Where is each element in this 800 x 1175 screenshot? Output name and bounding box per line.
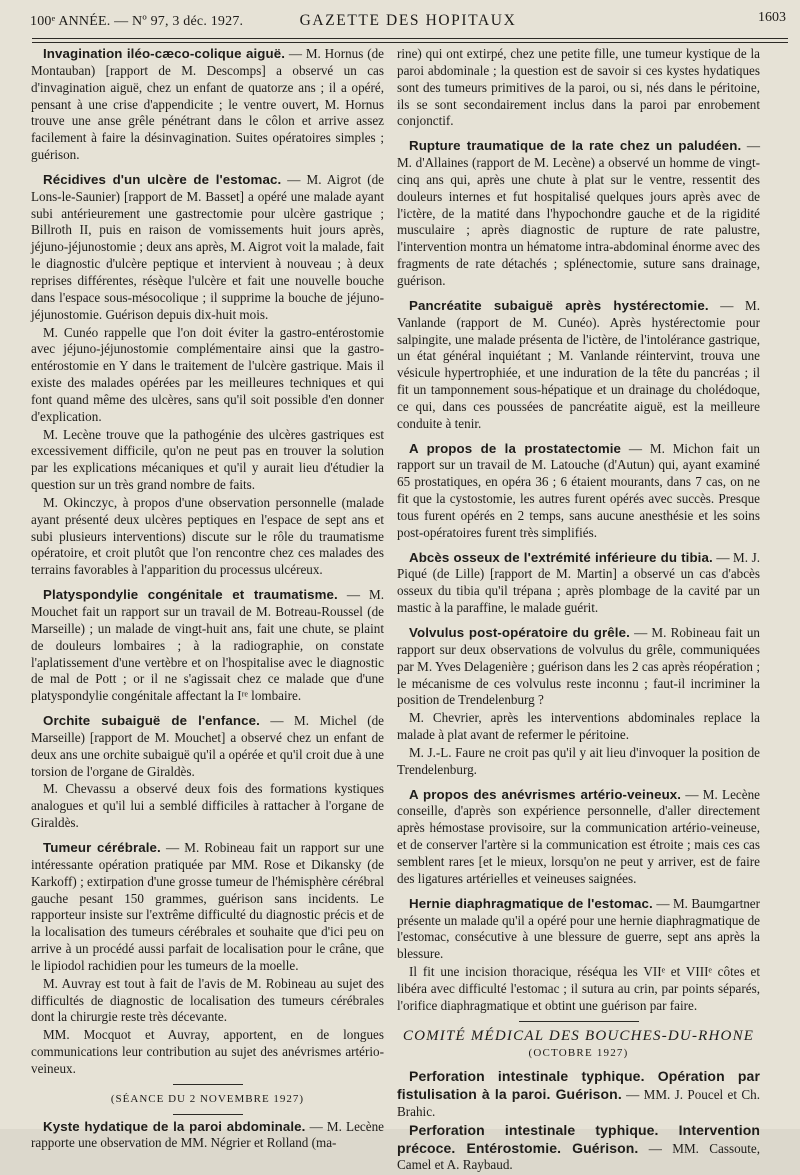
issue-info: 100ᵉ ANNÉE. — Nº 97, 3 déc. 1927.: [30, 14, 244, 29]
article-kyste: [31, 1119, 384, 1153]
article-body: — M. Michon fait un rapport sur un travail de M. Latouche (d'Autun) qui, ayant examiné 65 prostatiques, en opéra 36 ; 6 étaient mourants, dans 7 cas, on ne fit que la cystostomie, les autres furent opérés avec succès. Presque tous furent opérés en 2 temps, sans aucune anesthésie et les soins post-opératoires furent très simplifiés.: [397, 440, 760, 540]
article-title: Perforation intestinale typhique. Opération par fistulisation à la paroi. Guérison.: [397, 1068, 760, 1103]
article-body: — M. Robineau fait un rapport sur deux observations de volvulus du grêle, communiquées par M. Yves Delagenière ; guérison dans les 2 cas après réopération ; le mécanisme de ces volvulus reste inconnu ; faut-il incriminer la position de Trendelenburg ?: [397, 625, 760, 708]
paragraph-cuneo: M. Cunéo rappelle que l'on doit éviter la gastro-entérostomie avec jéjuno-jéjunostomie complémentaire ainsi que la gastro-entérostomie en Y dans le traitement de l'ulcère gastrique. Mais il existe des malades opérées par les meilleures techniques et qui font quand même des ulcères, sans qu'il soit possible d'en donner d'explication.: [31, 324, 384, 424]
article-title: Hernie diaphragmatique de l'estomac.: [409, 895, 653, 911]
article-abces: [397, 550, 760, 617]
section-rule: [173, 1114, 243, 1115]
page-header: [30, 8, 786, 34]
paragraph-okinczyc: M. Okinczyc, à propos d'une observation personnelle (malade ayant présenté deux ulcères peptiques en l'espace de sept ans et subi plusieurs interventions) discute sur le rôle du traumatisme opératoire, et croit plutôt que l'on rencontre chez ces malades des terrains favorables à l'apparition du processus ulcéreux.: [31, 494, 384, 578]
article-title: Invagination iléo-cæco-colique aiguë.: [43, 46, 285, 61]
header-rule-thin: [32, 42, 788, 43]
section-rule: [173, 1084, 243, 1085]
article-body: — M. Mouchet fait un rapport sur un travail de M. Botreau-Roussel (de Marseille) ; un malade de vingt-huit ans, fait une chute, se plaint de douleurs lombaires ; à la radiographie, on constate l'aplatissement d'une vertèbre et on l'hospitalise avec le diagnostic de mal de Pott ; or il ne s'agissait chez ce malade que d'une platyspondylie congénitale affectant la Iʳᵉ lombaire.: [31, 587, 384, 704]
article-orchite: [31, 713, 384, 780]
article-volvulus: [397, 625, 760, 709]
article-title: Perforation intestinale typhique. Intervention précoce. Entérostomie. Guérison.: [397, 1121, 760, 1156]
paragraph-lecene: M. Lecène trouve que la pathogénie des ulcères gastriques est excessivement difficile, qu'on ne peut pas en trouver la solution par les explications mécaniques et qu'il y aurait lieu d'étudier la question sur un très grand nombre de faits.: [31, 426, 384, 493]
header-rule: [32, 38, 788, 39]
article-platyspondylie: [31, 587, 384, 705]
page-number: 1603: [758, 10, 786, 25]
article-body: — M. d'Allaines (rapport de M. Lecène) a observé un homme de vingt-cinq ans qui, après une chute à plat sur le ventre, ressentit des douleurs internes et fut hospitalisé quelques jours après avec de l'ictère, de la matité dans l'hypochondre gauche et de la rigidité musculaire ; après diagnostic de rupture de rate palustre, l'intervention montra un hématome intra-abdominal énorme avec des fragments de rate détachés ; splénectomie, suture sans drainage, guérison.: [397, 138, 760, 288]
paragraph-mocquot: MM. Mocquot et Auvray, apportent, en de longues communications leur contribution au sujet des anévrismes artério-veineux.: [31, 1027, 384, 1076]
article-perforation-2: [397, 1122, 760, 1175]
article-body: — M. Baumgartner présente un malade qu'il a opéré pour une hernie diaphragmatique de l'estomac, consécutive à une blessure de guerre, sept ans après la blessure.: [397, 895, 760, 962]
article-tumeur: [31, 840, 384, 975]
article-body: — M. Aigrot (de Lons-le-Saunier) [rapport de M. Basset] a opéré une malade ayant subi antérieurement une gastrectomie pour ulcère gastrique ; Billroth II, puis en raison de vomissements huit jours après, jéjuno-jéjunostomie ; deux ans après, M. Aigrot voit la malade, fait le diagnostic d'ulcère peptique et intervient à nouveau ; à deux reprises différentes, résèque l'ulcère et fait une nouvelle bouche dans l'espace sous-mésocolique ; il supprime la bouche de jéjuno-jéjunostomie. Guérison depuis dix-huit mois.: [31, 171, 384, 322]
article-title: Abcès osseux de l'extrémité inférieure du tibia.: [409, 549, 713, 565]
article-invagination: [31, 46, 384, 164]
article-perforation-1: [397, 1068, 760, 1121]
paragraph-incision: Il fit une incision thoracique, réséqua les VIIᵉ et VIIIᵉ côtes et libéra avec difficulté l'estomac ; il sutura au crin, par points séparés, l'orifice diaphragmatique et obtint une guérison par faire.: [397, 964, 760, 1013]
section-heading-comite: COMITÉ MÉDICAL DES BOUCHES-DU-RHONE: [402, 1027, 755, 1044]
article-pancreatite: [397, 298, 760, 433]
article-title: Rupture traumatique de la rate chez un paludéen.: [409, 138, 742, 154]
article-body: — M. Michel (de Marseille) [rapport de M. Mouchet] a observé chez un enfant de deux ans une orchite subaiguë qu'il a opérée et qu'il croit due à une torsion de l'organe de Giraldès.: [31, 713, 384, 779]
article-title: Pancréatite subaiguë après hystérectomie.: [409, 297, 709, 313]
article-title: A propos des anévrismes artério-veineux.: [409, 786, 682, 802]
article-rupture: [397, 138, 760, 290]
article-title: Volvulus post-opératoire du grêle.: [409, 625, 630, 640]
article-body: — M. Lecène rapporte une observation de MM. Négrier et Rolland (ma-: [31, 1118, 384, 1151]
article-title: Orchite subaiguë de l'enfance.: [43, 713, 260, 729]
article-body: — MM. Cassoute, Camel et A. Raybaud.: [397, 1140, 760, 1173]
article-recidives: [31, 172, 384, 324]
article-title: Récidives d'un ulcère de l'estomac.: [43, 171, 282, 187]
paragraph-kyste-continued: rine) qui ont extirpé, chez une petite fille, une tumeur kystique de la paroi abdominale ; la question est de savoir si ces kystes hydatiques sont des tumeurs primitives de la paroi, ou si, nés dans le péritoine, ils se sont secondairement inclus dans la paroi par enrobement conjonctif.: [397, 46, 760, 129]
paragraph-auvray: M. Auvray est tout à fait de l'avis de M. Robineau au sujet des difficultés de diagnostic de localisation des tumeurs cérébrales dont la chirurgie reste très décevante.: [31, 975, 384, 1025]
section-rule: [519, 1021, 639, 1022]
publication-title: GAZETTE DES HOPITAUX: [299, 12, 517, 29]
article-title: A propos de la prostatectomie: [409, 440, 622, 456]
article-title: Kyste hydatique de la paroi abdominale.: [43, 1118, 306, 1134]
column-right: [397, 46, 760, 1175]
paragraph-chevrier: M. Chevrier, après les interventions abdominales replace la malade à plat avant de refermer le péritoine.: [397, 710, 760, 743]
article-anevrismes: [397, 787, 760, 888]
article-body: — M. Vanlande (rapport de M. Cunéo). Après hystérectomie pour salpingite, une malade présenta de l'ictère, de l'intolérance gastrique, un état général inquiétant ; M. Vanlande réintervint, trouva une vésicule hypertrophiée, et une induration de la tête du pancréas ; il fit un tamponnement sous-hépatique et un drainage du cholédoque, ce qui, dans ces poussées de pancréatite aiguë, est la meilleure conduite à tenir.: [397, 297, 760, 431]
article-title: Tumeur cérébrale.: [43, 839, 161, 855]
article-body: — M. Lecène conseille, d'après son expérience personnelle, d'aller directement après hémostase provisoire, sur la communication artério-veineuse, et de conserver l'artère si la communication est étroite ; mais ces cas semblent rares [et le mieux, lorsqu'on ne peut y arriver, est de faire des ligatures artérielles et veineuses saignées.: [397, 786, 760, 886]
paragraph-chevassu: M. Chevassu a observé deux fois des formations kystiques analogues et qu'il lui a semblé difficiles à rattacher à l'organe de Giraldès.: [31, 781, 384, 831]
column-left: [31, 46, 384, 1153]
seance-heading: (SÉANCE DU 2 NOVEMBRE 1927): [110, 1092, 305, 1105]
article-body: — M. Robineau fait un rapport sur une intéressante opération pratiquée par MM. Rose et Dikansky (de Karkoff) ; extirpation d'une grosse tumeur de l'hémisphère cérébral gauche pesant 150 grammes, guérison sans incidents. Le rapporteur insiste sur l'extrême difficulté du diagnostic précis et de la localisation des tumeurs cérébrales et souhaite que d'ici peu on arrive à un procédé aussi parfait de localisation pour le crâne, que le lipiodol rachidien pour les tumeurs de la moelle.: [31, 839, 384, 973]
article-body: — M. Hornus (de Montauban) [rapport de M. Descomps] a observé un cas d'invagination aiguë, chez un enfant de quatorze ans ; il a opéré, pensant à une crise d'appendicite ; le ventre ouvert, M. Hornus trouve une anse grêle pénétrant dans le côlon et arrive assez facilement à faire la désinvagination. Suites opératoires simples ; guérison.: [31, 46, 384, 163]
paragraph-faure: M. J.-L. Faure ne croit pas qu'il y ait lieu d'invoquer la position de Trendelenburg.: [397, 744, 760, 777]
article-prostatectomie: [397, 441, 760, 542]
article-body: — M. J. Piqué (de Lille) [rapport de M. Martin] a observé un cas d'abcès osseux du tibia qu'il trépana ; après plombage de la cavité par un mastic à la paraffine, le malade guérit.: [397, 549, 760, 616]
section-subheading-date: (OCTOBRE 1927): [528, 1047, 629, 1060]
article-body: — MM. J. Poucel et Ch. Brahic.: [397, 1087, 760, 1119]
article-title: Platyspondylie congénitale et traumatisme.: [43, 587, 338, 603]
article-hernie: [397, 896, 760, 963]
